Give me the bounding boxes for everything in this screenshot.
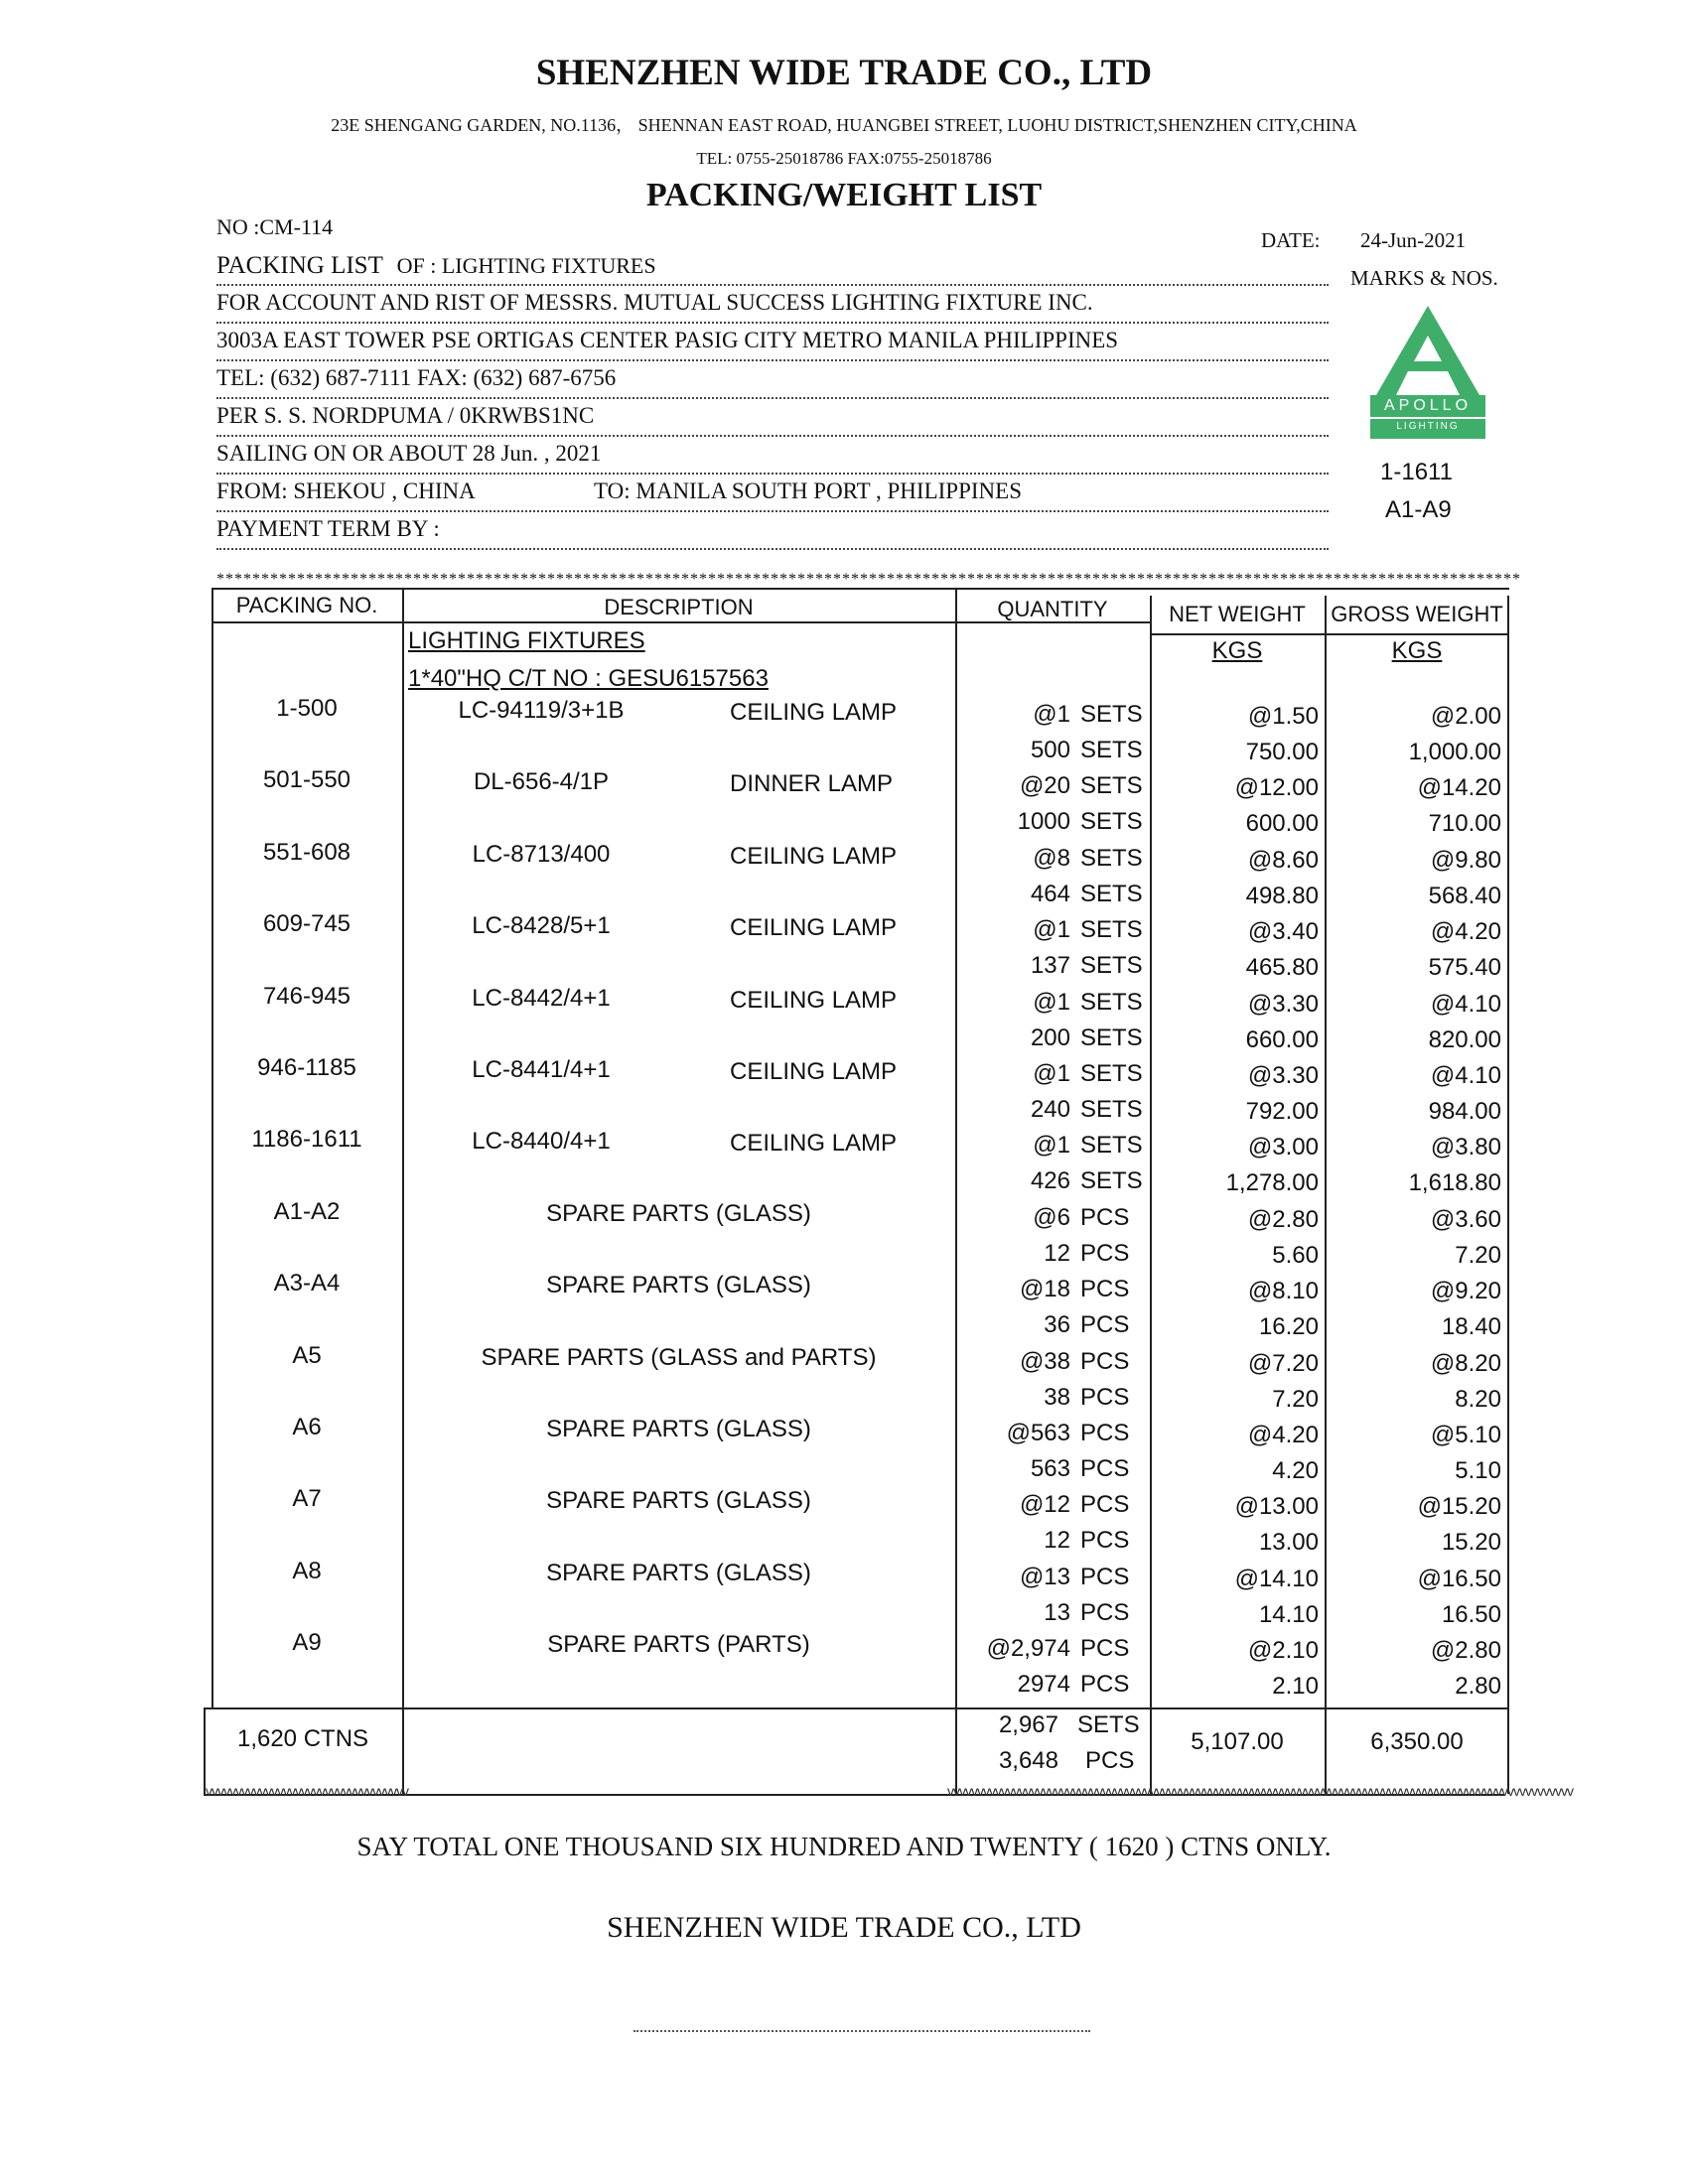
qty-total: 1000 xyxy=(1017,808,1070,836)
net-weight-per-carton: @3.00 xyxy=(1247,1134,1319,1161)
item-type: CEILING LAMP xyxy=(730,914,898,942)
net-weight-total: 13.00 xyxy=(1258,1529,1319,1557)
item-model: LC-8713/400 xyxy=(472,840,611,868)
item-description: SPARE PARTS (GLASS) xyxy=(546,1487,811,1515)
net-weight-total: 14.10 xyxy=(1258,1600,1319,1628)
qty-total-unit: SETS xyxy=(1080,1024,1143,1051)
net-weight-total: 7.20 xyxy=(1272,1385,1319,1413)
item-type: CEILING LAMP xyxy=(730,1130,898,1158)
net-weight-total: 498.80 xyxy=(1245,882,1319,909)
qty-per-carton: @1 xyxy=(1033,916,1070,944)
qty-total-unit: PCS xyxy=(1080,1527,1130,1555)
payment-term-line: PAYMENT TERM BY : xyxy=(216,516,440,541)
packing-no: 1-500 xyxy=(276,695,338,722)
qty-per-carton-unit: SETS xyxy=(1080,701,1143,728)
qty-per-carton-unit: SETS xyxy=(1080,916,1143,944)
net-weight-per-carton: @8.60 xyxy=(1247,846,1319,874)
item-model: DL-656-4/1P xyxy=(473,768,610,796)
gross-weight-per-carton: @9.20 xyxy=(1430,1278,1501,1305)
star-separator: ************************************************************************************************************************************************** xyxy=(216,571,1521,588)
qty-per-carton-unit: PCS xyxy=(1080,1347,1130,1375)
gross-weight-total: 16.50 xyxy=(1441,1600,1501,1628)
qty-total-unit: SETS xyxy=(1080,952,1143,980)
qty-per-carton-unit: SETS xyxy=(1080,772,1143,800)
net-weight-per-carton: @1.50 xyxy=(1247,703,1319,730)
route-to: TO: MANILA SOUTH PORT , PHILIPPINES xyxy=(594,478,1022,503)
qty-per-carton-unit: PCS xyxy=(1080,1420,1130,1446)
signature-line xyxy=(633,2030,1090,2032)
gross-weight-total: 7.20 xyxy=(1455,1241,1501,1269)
net-weight-per-carton: @3.40 xyxy=(1247,918,1319,946)
totals-top-border xyxy=(204,1707,1509,1709)
qty-total-unit: SETS xyxy=(1080,1096,1143,1123)
footer-company-name: SHENZHEN WIDE TRADE CO., LTD xyxy=(607,1911,1081,1944)
gross-weight-total: 5.10 xyxy=(1455,1457,1501,1484)
gross-weight-per-carton: @9.80 xyxy=(1430,846,1501,874)
qty-per-carton: @12 xyxy=(1019,1491,1070,1519)
col-border xyxy=(1507,596,1509,1794)
header-net-weight: NET WEIGHT xyxy=(1169,602,1306,626)
qty-total-unit: PCS xyxy=(1080,1671,1130,1699)
logo-sub: LIGHTING xyxy=(1396,421,1460,432)
qty-total: 12 xyxy=(1044,1527,1070,1555)
document-title: PACKING/WEIGHT LIST xyxy=(645,177,1043,213)
net-weight-per-carton: @13.00 xyxy=(1234,1493,1319,1521)
net-weight-per-carton: @2.80 xyxy=(1247,1205,1319,1233)
item-description: SPARE PARTS (GLASS and PARTS) xyxy=(481,1343,877,1371)
packing-list-label: PACKING LIST xyxy=(216,252,383,279)
item-type: CEILING LAMP xyxy=(730,986,898,1014)
qty-per-carton: @18 xyxy=(1019,1276,1070,1303)
qty-per-carton-unit: PCS xyxy=(1080,1635,1130,1663)
gross-weight-per-carton: @15.20 xyxy=(1417,1493,1501,1521)
qty-per-carton: @20 xyxy=(1019,772,1070,800)
gross-weight-per-carton: @3.80 xyxy=(1430,1134,1501,1161)
item-type: CEILING LAMP xyxy=(730,1058,898,1085)
packing-no: A5 xyxy=(292,1341,322,1369)
qty-total-unit: PCS xyxy=(1080,1455,1130,1482)
net-weight-per-carton: @14.10 xyxy=(1234,1565,1319,1592)
item-type: CEILING LAMP xyxy=(730,699,898,726)
qty-total: 2974 xyxy=(1017,1671,1070,1699)
qty-total-unit: SETS xyxy=(1080,808,1143,836)
net-weight-total: 5.60 xyxy=(1272,1241,1319,1269)
account-line: FOR ACCOUNT AND RIST OF MESSRS. MUTUAL SUCCESS LIGHTING FIXTURE INC. xyxy=(216,290,1093,315)
packing-no: A8 xyxy=(292,1557,322,1584)
document-number: NO :CM-114 xyxy=(216,214,334,239)
vessel-line: PER S. S. NORDPUMA / 0KRWBS1NC xyxy=(216,403,595,428)
qty-total-unit: SETS xyxy=(1080,1167,1143,1195)
header-gross-weight: GROSS WEIGHT xyxy=(1331,602,1503,626)
item-type: CEILING LAMP xyxy=(730,842,898,870)
item-description: SPARE PARTS (GLASS) xyxy=(546,1416,811,1442)
consignee-telfax-line: TEL: (632) 687-7111 FAX: (632) 687-6756 xyxy=(216,365,617,390)
qty-total: 240 xyxy=(1030,1096,1070,1123)
packing-no: A7 xyxy=(292,1485,322,1513)
marks-label: MARKS & NOS. xyxy=(1350,266,1498,290)
header-net-kgs: KGS xyxy=(1211,637,1263,664)
gross-weight-per-carton: @4.10 xyxy=(1430,990,1501,1018)
item-model: LC-94119/3+1B xyxy=(458,697,625,724)
total-pcs-qty: 3,648 xyxy=(998,1747,1058,1774)
net-weight-per-carton: @3.30 xyxy=(1247,1062,1319,1089)
item-description: SPARE PARTS (GLASS) xyxy=(546,1559,811,1586)
logo-brand: APOLLO xyxy=(1383,397,1473,414)
total-pcs-unit: PCS xyxy=(1085,1747,1135,1774)
wavy-underline: vvvvvvvvvvvvvvvvvvvvvvvvvvvvvvvvvvvvvvvvvvvvvvvvvvvvvvvvvvvvvvvvvvvvvvvvvvvvvvvvvvvvvvvvvvvvvvvvvvvvvvvvv xyxy=(947,1783,1573,1799)
table-top-border xyxy=(211,588,1509,590)
qty-total: 36 xyxy=(1044,1311,1070,1339)
packing-no: A6 xyxy=(292,1414,322,1440)
gross-weight-total: 15.20 xyxy=(1441,1529,1501,1557)
qty-total-unit: PCS xyxy=(1080,1311,1130,1339)
qty-per-carton: @13 xyxy=(1019,1563,1070,1590)
qty-per-carton-unit: PCS xyxy=(1080,1276,1130,1303)
header-bottom-border-weight xyxy=(1150,633,1509,635)
route-from: FROM: SHEKOU , CHINA xyxy=(216,478,476,503)
net-weight-per-carton: @12.00 xyxy=(1234,774,1319,802)
qty-total: 500 xyxy=(1030,737,1070,763)
item-type: DINNER LAMP xyxy=(730,770,894,798)
net-weight-per-carton: @7.20 xyxy=(1247,1349,1319,1377)
net-weight-total: 792.00 xyxy=(1245,1098,1319,1125)
qty-per-carton: @1 xyxy=(1033,701,1070,728)
qty-per-carton-unit: PCS xyxy=(1080,1563,1130,1590)
packing-no: A3-A4 xyxy=(273,1270,341,1297)
total-gross-weight: 6,350.00 xyxy=(1370,1728,1464,1755)
gross-weight-per-carton: @14.20 xyxy=(1417,774,1501,802)
qty-per-carton-unit: SETS xyxy=(1080,844,1143,872)
qty-total: 200 xyxy=(1030,1024,1070,1051)
qty-total-unit: PCS xyxy=(1080,1598,1130,1626)
total-sets-qty: 2,967 xyxy=(998,1711,1058,1738)
qty-total: 137 xyxy=(1030,952,1070,980)
company-name: SHENZHEN WIDE TRADE CO., LTD xyxy=(535,53,1153,93)
net-weight-per-carton: @2.10 xyxy=(1247,1637,1319,1665)
qty-total: 563 xyxy=(1030,1455,1070,1482)
item-description: SPARE PARTS (GLASS) xyxy=(546,1272,811,1299)
packing-no: 501-550 xyxy=(262,766,352,794)
net-weight-total: 600.00 xyxy=(1245,810,1319,838)
sailing-line: SAILING ON OR ABOUT 28 Jun. , 2021 xyxy=(216,441,602,466)
item-description: SPARE PARTS (GLASS) xyxy=(546,1199,811,1227)
container-number: 1*40"HQ C/T NO : GESU6157563 xyxy=(408,665,769,692)
gross-weight-total: 710.00 xyxy=(1428,810,1501,838)
packing-no: A9 xyxy=(292,1629,322,1657)
gross-weight-total: 575.40 xyxy=(1428,954,1501,982)
qty-per-carton-unit: PCS xyxy=(1080,1203,1130,1231)
net-weight-total: 16.20 xyxy=(1258,1313,1319,1341)
packing-no: A1-A2 xyxy=(273,1197,341,1225)
net-weight-per-carton: @8.10 xyxy=(1247,1278,1319,1305)
item-model: LC-8428/5+1 xyxy=(472,912,611,940)
net-weight-per-carton: @4.20 xyxy=(1247,1422,1319,1448)
header-packing-no: PACKING NO. xyxy=(235,593,378,617)
header-quantity: QUANTITY xyxy=(997,597,1108,621)
qty-total-unit: SETS xyxy=(1080,880,1143,907)
gross-weight-total: 18.40 xyxy=(1441,1313,1501,1341)
qty-per-carton: @1 xyxy=(1033,1060,1070,1087)
gross-weight-total: 1,000.00 xyxy=(1408,739,1501,765)
packing-no: 1186-1611 xyxy=(251,1126,362,1154)
item-model: LC-8441/4+1 xyxy=(472,1056,611,1083)
qty-total-unit: SETS xyxy=(1080,737,1143,763)
net-weight-per-carton: @3.30 xyxy=(1247,990,1319,1018)
net-weight-total: 465.80 xyxy=(1245,954,1319,982)
say-total: SAY TOTAL ONE THOUSAND SIX HUNDRED AND TWENTY ( 1620 ) CTNS ONLY. xyxy=(356,1832,1332,1861)
item-model: LC-8442/4+1 xyxy=(472,984,611,1012)
date-value: 24-Jun-2021 xyxy=(1360,228,1467,252)
header-gross-kgs: KGS xyxy=(1391,637,1443,664)
gross-weight-per-carton: @2.00 xyxy=(1430,703,1501,730)
gross-weight-total: 1,618.80 xyxy=(1408,1169,1501,1197)
gross-weight-per-carton: @8.20 xyxy=(1430,1349,1501,1377)
gross-weight-per-carton: @16.50 xyxy=(1417,1565,1501,1592)
qty-total: 38 xyxy=(1044,1383,1070,1411)
consignee-address-line: 3003A EAST TOWER PSE ORTIGAS CENTER PASIG CITY METRO MANILA PHILIPPINES xyxy=(216,328,1119,352)
total-cartons: 1,620 CTNS xyxy=(236,1725,369,1752)
qty-per-carton: @563 xyxy=(1006,1420,1070,1446)
description-title: LIGHTING FIXTURES xyxy=(408,627,645,654)
company-tel-fax: TEL: 0755-25018786 FAX:0755-25018786 xyxy=(696,149,992,168)
item-description: SPARE PARTS (PARTS) xyxy=(547,1631,810,1659)
net-weight-total: 1,278.00 xyxy=(1225,1169,1319,1197)
date-label: DATE: xyxy=(1261,228,1321,252)
marks-range-1: 1-1611 xyxy=(1380,459,1453,485)
gross-weight-total: 984.00 xyxy=(1428,1098,1501,1125)
total-net-weight: 5,107.00 xyxy=(1191,1728,1284,1755)
packing-no: 746-945 xyxy=(262,982,352,1010)
gross-weight-per-carton: @4.10 xyxy=(1430,1062,1501,1089)
qty-per-carton: @1 xyxy=(1033,1132,1070,1160)
qty-per-carton: @38 xyxy=(1019,1347,1070,1375)
gross-weight-per-carton: @4.20 xyxy=(1430,918,1501,946)
packing-no: 609-745 xyxy=(262,910,352,938)
header-description: DESCRIPTION xyxy=(604,595,754,619)
net-weight-total: 660.00 xyxy=(1245,1025,1319,1053)
net-weight-total: 750.00 xyxy=(1245,739,1319,765)
qty-per-carton-unit: SETS xyxy=(1080,1060,1143,1087)
gross-weight-total: 820.00 xyxy=(1428,1025,1501,1053)
gross-weight-per-carton: @2.80 xyxy=(1430,1637,1501,1665)
gross-weight-per-carton: @3.60 xyxy=(1430,1205,1501,1233)
qty-per-carton-unit: SETS xyxy=(1080,1132,1143,1160)
net-weight-total: 4.20 xyxy=(1272,1457,1319,1484)
qty-total-unit: PCS xyxy=(1080,1383,1130,1411)
total-sets-unit: SETS xyxy=(1077,1711,1140,1738)
qty-per-carton: @6 xyxy=(1033,1203,1070,1231)
qty-total: 464 xyxy=(1030,880,1070,907)
qty-per-carton: @2,974 xyxy=(986,1635,1070,1663)
wavy-underline: vvvvvvvvvvvvvvvvvvvvvvvvvvvvvvvvvv xyxy=(206,1783,408,1799)
marks-range-2: A1-A9 xyxy=(1385,496,1452,523)
qty-per-carton-unit: SETS xyxy=(1080,988,1143,1016)
packing-no: 946-1185 xyxy=(257,1054,356,1081)
qty-per-carton: @8 xyxy=(1033,844,1070,872)
qty-per-carton: @1 xyxy=(1033,988,1070,1016)
gross-weight-total: 8.20 xyxy=(1455,1385,1501,1413)
gross-weight-per-carton: @5.10 xyxy=(1430,1422,1501,1448)
qty-per-carton-unit: PCS xyxy=(1080,1491,1130,1519)
qty-total-unit: PCS xyxy=(1080,1239,1130,1267)
gross-weight-total: 2.80 xyxy=(1455,1673,1501,1701)
packing-list-of: OF : LIGHTING FIXTURES xyxy=(396,253,656,278)
qty-total: 13 xyxy=(1044,1598,1070,1626)
net-weight-total: 2.10 xyxy=(1272,1673,1319,1701)
qty-total: 426 xyxy=(1030,1167,1070,1195)
item-model: LC-8440/4+1 xyxy=(472,1128,611,1156)
packing-no: 551-608 xyxy=(262,838,352,866)
company-address: 23E SHENGANG GARDEN, NO.1136， SHENNAN EAST ROAD, HUANGBEI STREET, LUOHU DISTRICT,SHENZHEN CITY,CHINA xyxy=(331,115,1357,135)
gross-weight-total: 568.40 xyxy=(1428,882,1501,909)
qty-total: 12 xyxy=(1044,1239,1070,1267)
